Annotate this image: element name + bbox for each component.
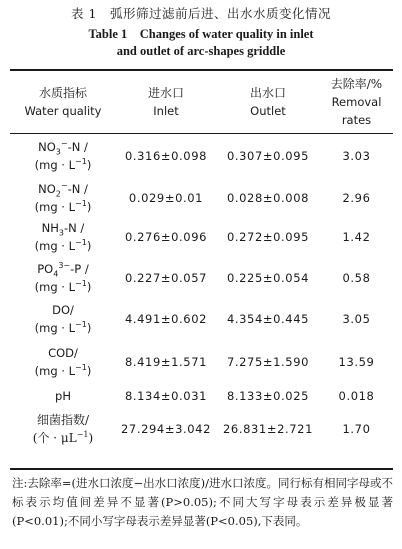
row-inlet: 27.294±3.042: [121, 422, 211, 436]
header-outlet: [216, 71, 320, 133]
row-parameter: $NH_3-N$ / $(mg \cdot L^{-1})$: [34, 221, 92, 253]
header-outlet-en: Outlet: [250, 104, 286, 118]
header-removal-en1: Removal: [331, 95, 382, 109]
row-removal: 3.03: [342, 149, 371, 163]
header-parameter: [10, 71, 116, 133]
row-outlet: 4.354±0.445: [226, 312, 310, 326]
row-inlet: 8.419±1.571: [124, 355, 208, 369]
row-removal: 0.58: [342, 271, 371, 285]
row-removal: 13.59: [338, 355, 375, 369]
row-inlet: 0.316±0.098: [124, 149, 208, 163]
header-removal-zh: 去除率/%: [330, 77, 383, 91]
table-row: [10, 339, 393, 385]
row-outlet: 0.225±0.054: [226, 271, 310, 285]
header-outlet-zh: 出水口: [249, 86, 286, 100]
row-removal: 1.42: [342, 230, 371, 244]
row-parameter: pH: [55, 389, 71, 403]
row-inlet: 0.276±0.096: [124, 230, 208, 244]
table-row: [10, 179, 393, 217]
row-outlet: 0.272±0.095: [226, 230, 310, 244]
table-row: [10, 407, 393, 451]
table-header-row: [10, 71, 393, 133]
table-bottom-rule: [10, 468, 393, 470]
table-row: [10, 385, 393, 407]
header-removal: [320, 71, 393, 133]
row-inlet: 0.227±0.057: [124, 271, 208, 285]
header-removal-en2: rates: [341, 113, 372, 127]
row-parameter: COD/ $(mg \cdot L^{-1})$: [34, 346, 92, 378]
header-inlet: [116, 71, 216, 133]
row-removal: 1.70: [342, 422, 371, 436]
row-outlet: 7.275±1.590: [226, 355, 310, 369]
table-caption-zh: 表 1 弧形筛过滤前后进、出水水质变化情况: [71, 6, 331, 21]
row-parameter: 细菌指数/ (个 · $\mu L^{-1}$): [32, 413, 94, 445]
row-removal: 3.05: [342, 312, 371, 326]
table-row: [10, 257, 393, 299]
row-parameter: $PO_4^{3-}-P$ / $(mg \cdot L^{-1})$: [34, 261, 92, 294]
row-outlet: 0.307±0.095: [226, 149, 310, 163]
header-inlet-en: Inlet: [153, 104, 179, 118]
row-inlet: 0.029±0.01: [128, 191, 204, 205]
row-removal: 2.96: [342, 191, 371, 205]
header-inlet-zh: 进水口: [147, 86, 184, 100]
table-row: [10, 299, 393, 339]
row-outlet: 26.831±2.721: [223, 422, 313, 436]
row-parameter: DO/ $(mg \cdot L^{-1})$: [34, 303, 92, 335]
row-inlet: 8.134±0.031: [124, 389, 208, 403]
row-outlet: 8.133±0.025: [226, 389, 310, 403]
row-outlet: 0.028±0.008: [226, 191, 310, 205]
table-caption-en-line2: and outlet of arc-shapes griddle: [116, 44, 286, 58]
table-footnote: 注:去除率=(进水口浓度−出水口浓度)/进水口浓度。同行标有相同字母或不标表示均值间差异不显著(P>0.05);不同大写字母表示差异极显著(P<0.01);不同小写字母表示差异显著(P<0.05),下表同。: [12, 476, 393, 528]
row-removal: 0.018: [338, 389, 375, 403]
row-inlet: 4.491±0.602: [124, 312, 208, 326]
row-parameter: $NO_2^--N$ / $(mg \cdot L^{-1})$: [34, 181, 92, 214]
table-row: [10, 133, 393, 179]
header-parameter-zh: 水质指标: [38, 86, 87, 100]
header-parameter-en: Water quality: [24, 104, 102, 118]
table-caption-en-line1: Table 1 Changes of water quality in inlet: [88, 27, 314, 41]
table-row: [10, 217, 393, 257]
water-quality-table: [10, 71, 393, 451]
row-parameter: $NO_3^--N$ / $(mg \cdot L^{-1})$: [34, 139, 92, 172]
